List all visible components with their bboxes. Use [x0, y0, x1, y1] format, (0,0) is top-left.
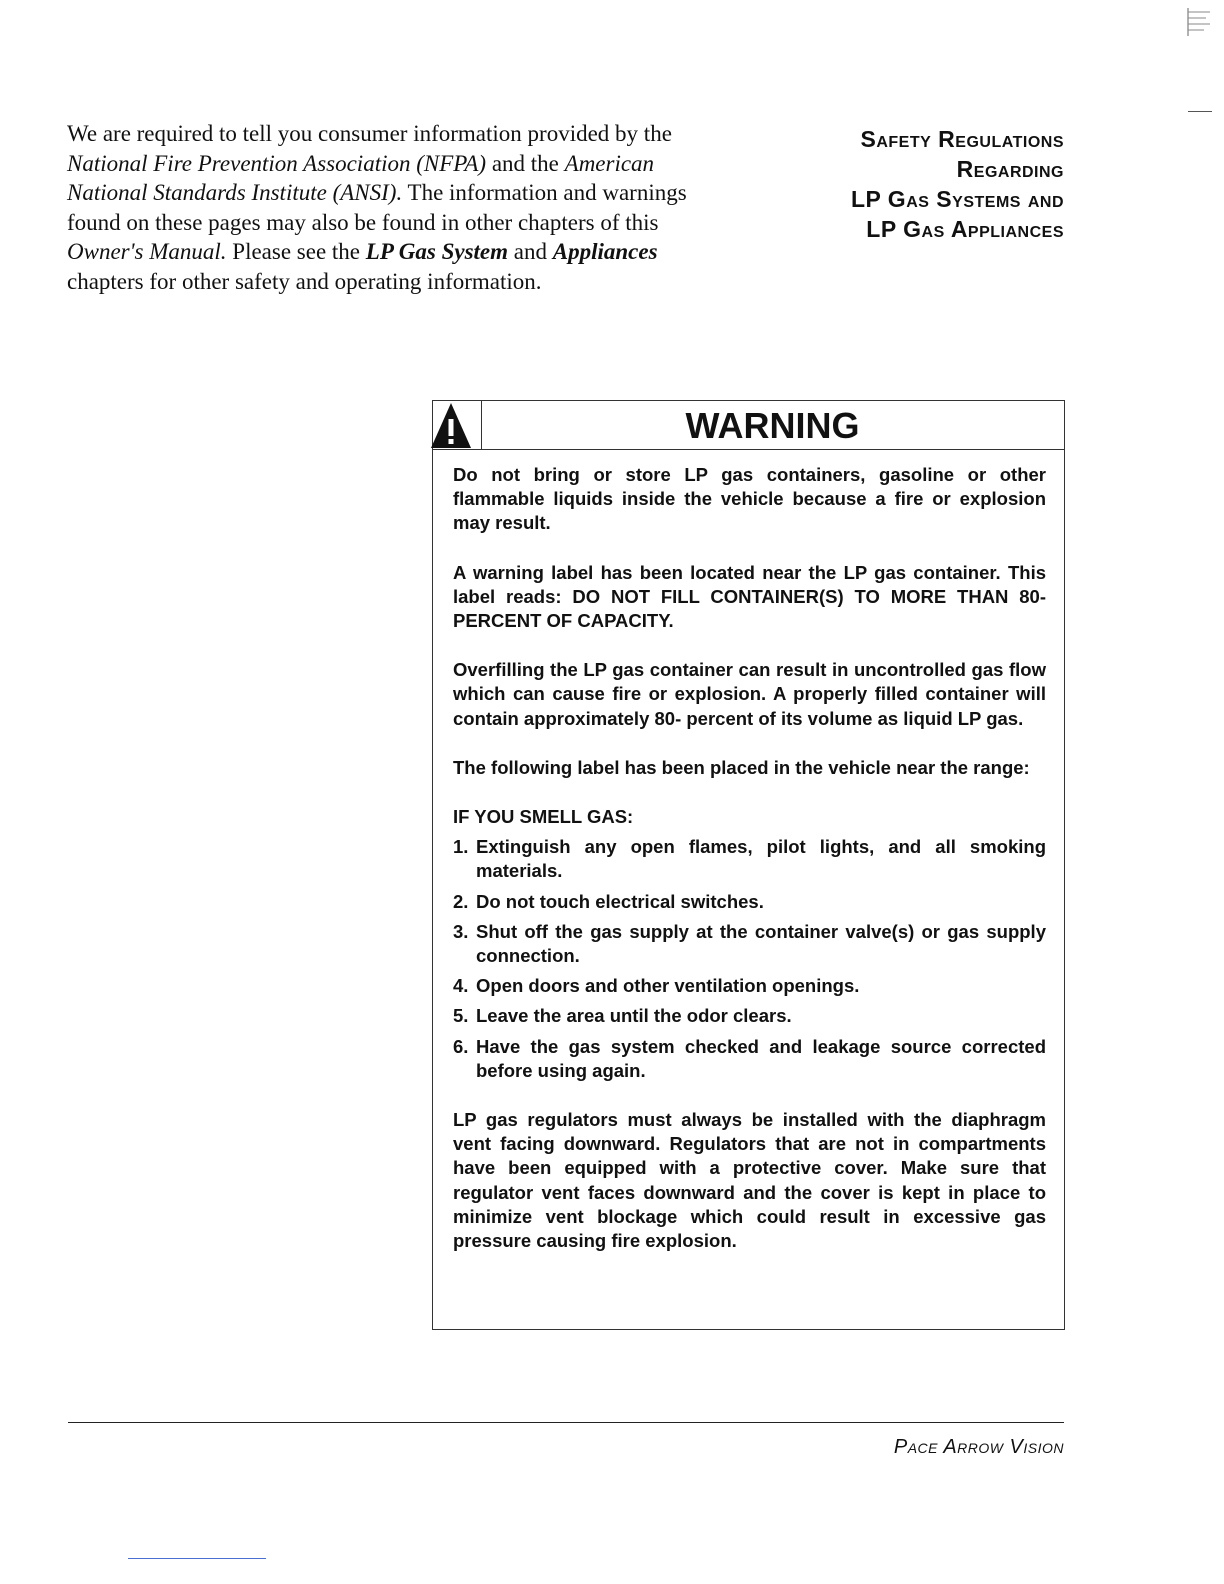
smell-gas-heading: IF YOU SMELL GAS:	[453, 806, 634, 828]
ansi-name: American National Standards Institute (ANSI).	[67, 150, 655, 205]
warning-header	[433, 401, 1064, 450]
warning-paragraph-5: LP gas regulators must always be installed with the diaphragm vent facing downward. Regulators that are not in compartments have been equipped with a protective cover. Make sure that regulator vent faces downward and the cover is kept in place to minimize vent blockage which could result in excessive gas pressure causing fire explosion.	[453, 1109, 1046, 1252]
manual-title: Owner's Manual.	[67, 239, 227, 264]
scan-bottom-line	[128, 1558, 266, 1559]
heading-line-3: LP Gas Systems and	[850, 186, 1064, 212]
list-item: 6. Have the gas system checked and leakage source corrected before using again.	[453, 1035, 1046, 1081]
warning-paragraph-3: Overfilling the LP gas container can result in uncontrolled gas flow which can cause fire or explosion. A properly filled container will contain approximately 80- percent of its volume as liquid LP gas.	[453, 659, 1046, 729]
warning-box	[432, 400, 1065, 1330]
list-item: 3. Shut off the gas supply at the container valve(s) or gas supply connection.	[453, 920, 1046, 967]
list-item: 4. Open doors and other ventilation openings.	[453, 975, 860, 997]
heading-line-2: Regarding	[956, 156, 1064, 182]
appliances-chapter: Appliances	[552, 239, 658, 264]
footer-title: Pace Arrow Vision	[893, 1436, 1064, 1458]
intro-paragraph: We are required to tell you consumer information provided by the National Fire Prevention Association (NFPA) and the American National Standards Institute (ANSI). The information and warnings found on these pages may also be found in other chapters of this Owner's Manual. Please see the LP Gas System and Appliances chapters for other safety and operating information.	[67, 121, 687, 294]
heading-line-4: LP Gas Appliances	[866, 216, 1064, 242]
lp-gas-system-chapter: LP Gas System	[365, 239, 509, 264]
warning-paragraph-1: Do not bring or store LP gas containers, gasoline or other flammable liquids inside the vehicle because a fire or explosion may result.	[453, 464, 1046, 534]
smell-gas-steps	[453, 835, 1046, 1083]
warning-triangle-icon	[427, 401, 479, 449]
warning-paragraph-4: The following label has been placed in the vehicle near the range:	[453, 756, 1030, 778]
warning-title: WARNING	[685, 405, 860, 446]
warning-body	[453, 463, 1046, 1278]
heading-line-1: Safety Regulations	[860, 126, 1064, 152]
nfpa-name: National Fire Prevention Association (NFPA)	[67, 150, 487, 176]
scan-corner-mark	[1184, 6, 1214, 38]
list-item: 1. Extinguish any open flames, pilot lights, and all smoking materials.	[453, 836, 1046, 882]
footer-rule	[68, 1422, 1064, 1423]
list-item: 2. Do not touch electrical switches.	[453, 890, 764, 912]
list-item: 5. Leave the area until the odor clears.	[453, 1005, 792, 1027]
section-heading	[624, 124, 1064, 244]
warning-paragraph-2: A warning label has been located near the LP gas container. This label reads: DO NOT FILL CONTAINER(S) TO MORE THAN 80-PERCENT OF CAPACITY.	[453, 561, 1046, 632]
scan-dash-mark	[1188, 111, 1212, 112]
